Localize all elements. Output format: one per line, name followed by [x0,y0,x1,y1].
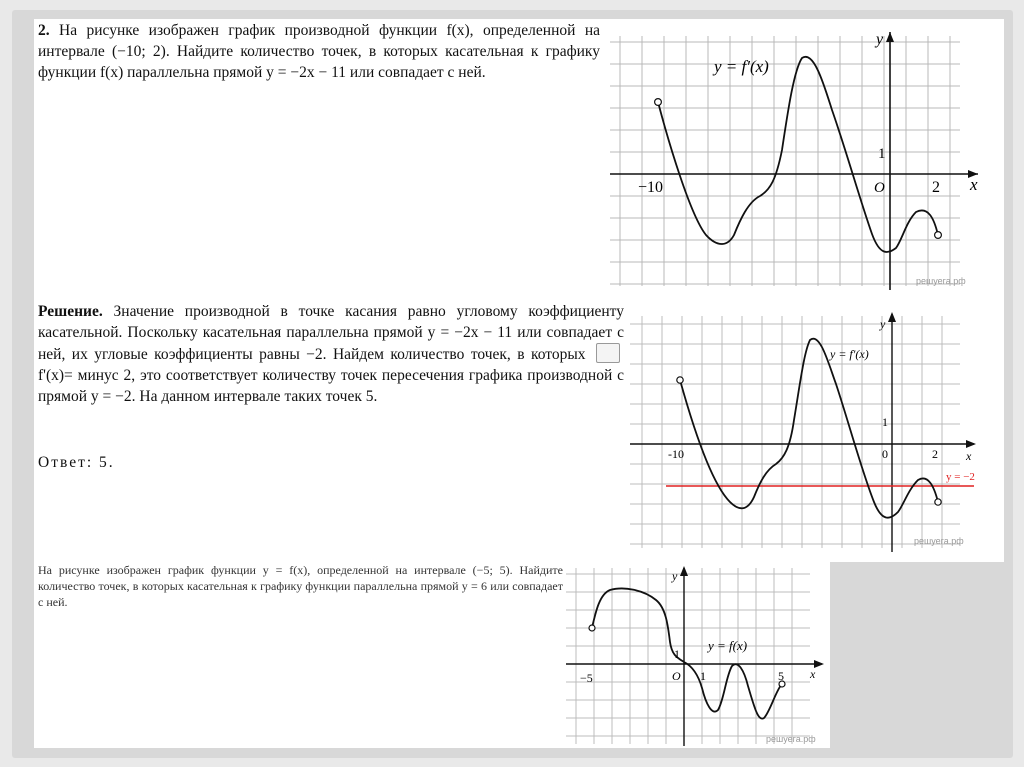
origin-label: O [874,180,885,196]
curve-start-point [589,625,595,631]
curve-start-point [677,377,683,383]
tick-label-1: 1 [674,647,680,661]
curve-start-point [655,99,662,106]
curve-label: y = f′(x) [714,57,769,76]
curve-end-point [935,232,942,239]
grid [630,316,960,548]
axes [610,32,978,290]
y-axis-arrow [680,566,688,576]
answer: Ответ: 5. [38,454,115,471]
tick-label-minus-10: -10 [668,447,684,461]
x-axis-arrow [814,660,824,668]
y-axis-label: y [672,569,678,583]
x-axis-label: x [970,175,978,194]
grid [566,568,810,744]
solution-part-c: это соответствует количеству точек пересечения графика производной с прямой y = −2. На данном интервале таких точек 5. [38,367,624,405]
tick-label-minus-10: −10 [638,179,664,196]
tick-label-x-1: 1 [700,669,706,683]
problem-2-text [38,20,600,83]
problem-3-text: На рисунке изображен график функции y = f(x), определенной на интервале (−5; 5). Найдите количество точек, в которых касательная к графику функции параллельна прямой y = 6 или совпадает с ней. [38,563,563,609]
tick-label-1: 1 [882,415,888,429]
origin-label: 0 [882,447,888,461]
x-axis-arrow [966,440,976,448]
derivative-graph [610,30,986,292]
tick-label-1: 1 [878,146,886,162]
y-axis-arrow [888,312,896,322]
y-axis-label: y [880,317,886,331]
derivative-curve [680,339,938,518]
function-graph [566,566,828,746]
x-axis-label: x [966,449,972,463]
problem-statement: На рисунке изображен график производной функции f(x), определенной на интервале (−10; 2). Найдите количество точек, в которых касательная к графику функции f(x) параллельна прямой y = −2x − 11 или совпадает с ней. [38,22,601,81]
x-axis-label: x [810,667,816,681]
tick-label-minus-5: −5 [580,671,593,685]
curve-end-point [935,499,941,505]
watermark: решуега.рф [916,276,966,286]
solution-part-a: Значение производной в точке касания равно угловому коэффициенту касательной. Поскольку касательная параллельна прямой y = −2x − 11 или совпадает с ней, их угловые коэффициенты равны −2. Найдем количество точек, в которых [38,303,625,363]
watermark: решуега.рф [914,536,964,546]
solution-text [38,301,624,407]
origin-label: O [672,669,681,683]
y-axis-label: y [876,31,884,48]
function-curve [592,588,782,718]
solution-label: Решение. [38,303,103,320]
line-label: y = −2 [946,471,975,483]
watermark: решуега.рф [766,734,816,744]
tick-label-2: 2 [932,447,938,461]
broken-image-icon [596,343,620,363]
solution-part-b: f'(x)= минус 2, [38,367,136,384]
curve-label: y = f′(x) [830,347,869,361]
tick-label-2: 2 [932,179,940,196]
derivative-graph-with-line [630,312,980,552]
curve-label: y = f(x) [708,638,748,653]
problem-number: 2. [38,22,50,39]
y-axis-arrow [886,32,894,42]
grid [610,36,960,286]
tick-label-5: 5 [778,669,784,683]
